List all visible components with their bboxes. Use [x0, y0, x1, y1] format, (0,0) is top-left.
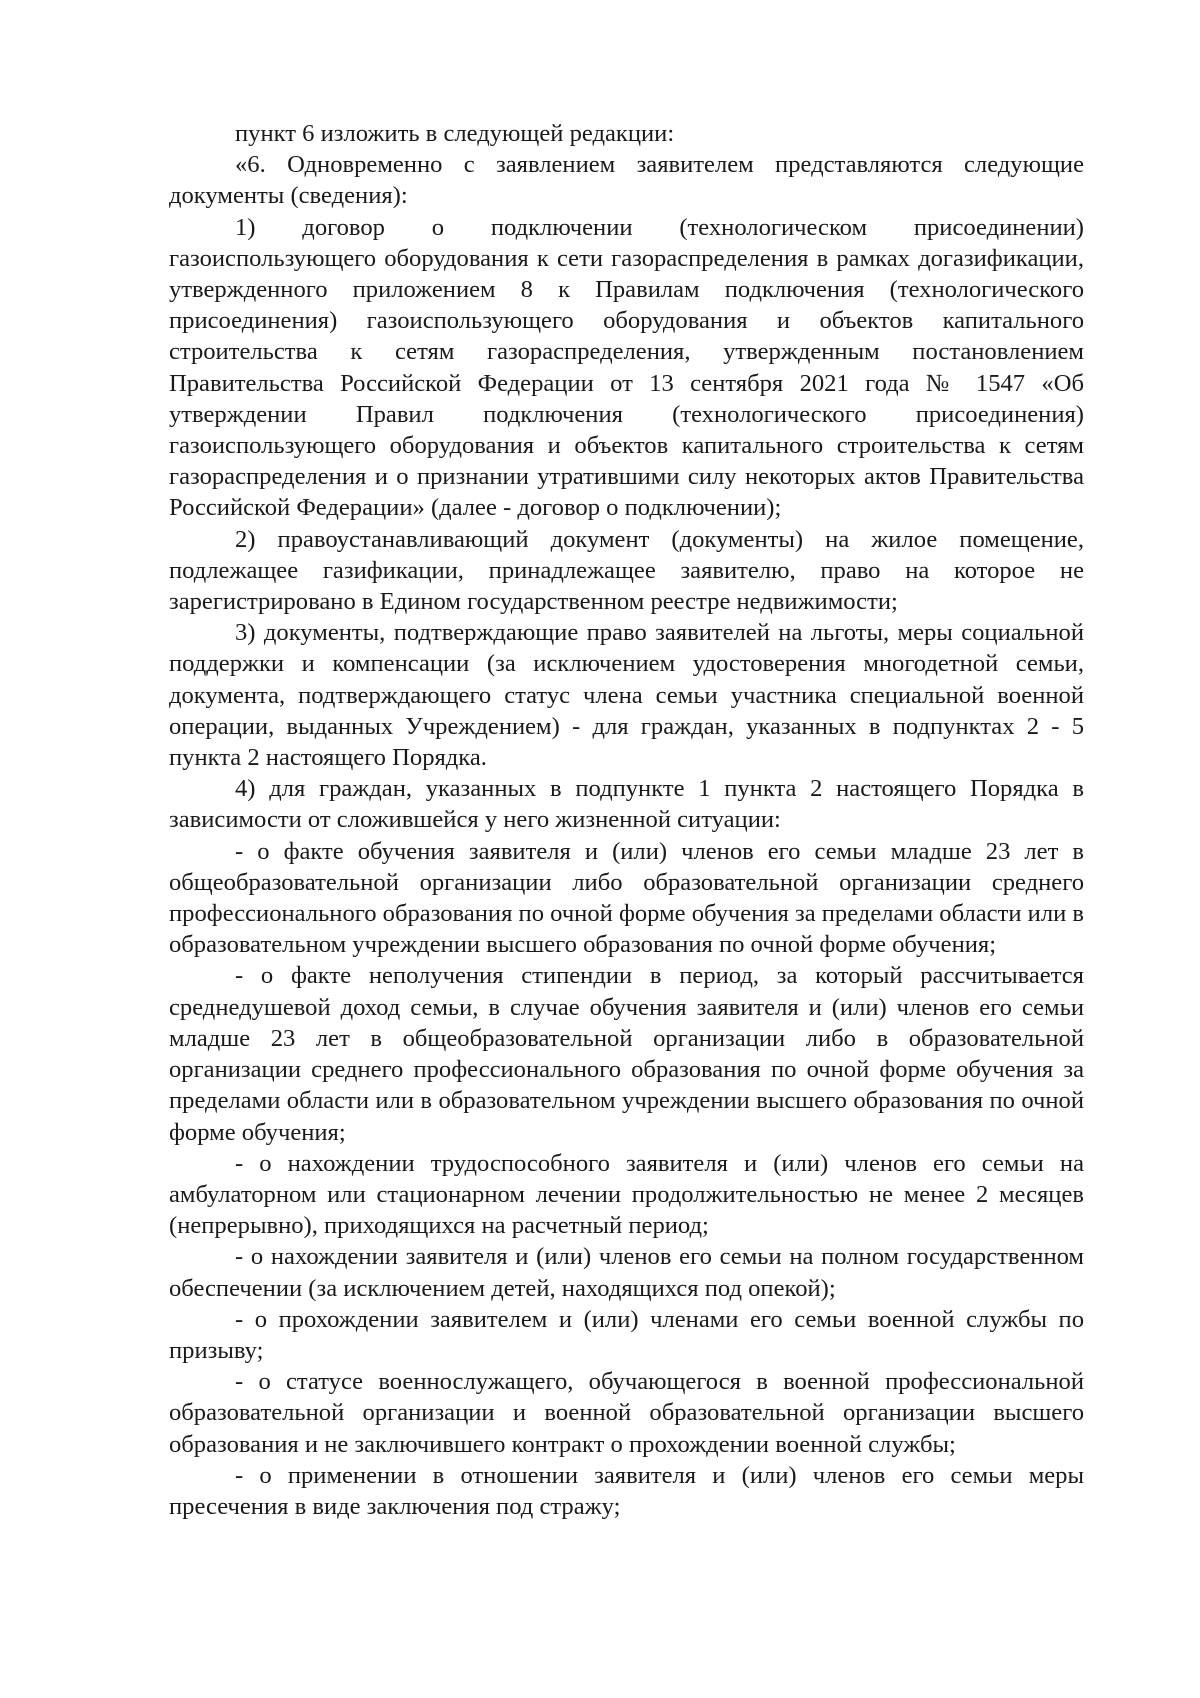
bullet-state-support-paragraph: - о нахождении заявителя и (или) членов его семьи на полном государственном обеспечении (за исключением детей, находящихся под опекой);: [169, 1243, 1084, 1302]
bullet-custody-paragraph: - о применении в отношении заявителя и (или) членов его семьи меры пресечения в виде заключения под стражу;: [169, 1461, 1084, 1520]
item-2-paragraph: 2) правоустанавливающий документ (документы) на жилое помещение, подлежащее газификации, принадлежащее заявителю, право на которое не зарегистрировано в Едином государственном реестре недвижимости;: [169, 525, 1084, 616]
bullet-scholarship-paragraph: - о факте неполучения стипендии в период, за который рассчитывается среднедушевой доход семьи, в случае обучения заявителя и (или) членов его семьи младше 23 лет в общеобразовательной организации либо в образовательной организации среднего профессионального образования по очной форме обучения за пределами области или в образовательном учреждении высшего образования по очной форме обучения;: [169, 962, 1084, 1146]
bullet-military-service-paragraph: - о прохождении заявителем и (или) членами его семьи военной службы по призыву;: [169, 1305, 1084, 1364]
item-1-paragraph: 1) договор о подключении (технологическом присоединении) газоиспользующего оборудования к сети газораспределения в рамках догазификации, утвержденного приложением 8 к Правилам подключения (технологического присоединения) газоиспользующего оборудования и объектов капитального строительства к сетям газораспределения, утвержденным постановлением Правительства Российской Федерации от 13 сентября 2021 года № 1547 «Об утверждении Правил подключения (технологического присоединения) газоиспользующего оборудования и объектов капитального строительства к сетям газораспределения и о признании утратившими силу некоторых актов Правительства Российской Федерации» (далее - договор о подключении);: [169, 213, 1084, 522]
intro-paragraph: пункт 6 изложить в следующей редакции:: [235, 120, 675, 147]
bullet-treatment-paragraph: - о нахождении трудоспособного заявителя и (или) членов его семьи на амбулаторном или стационарном лечении продолжительностью не менее 2 месяцев (непрерывно), приходящихся на расчетный период;: [169, 1149, 1084, 1240]
bullet-cadet-status-paragraph: - о статусе военнослужащего, обучающегося в военной профессиональной образовательной организации и военной образовательной организации высшего образования и не заключившего контракт о прохождении военной службы;: [169, 1368, 1084, 1458]
document-body: [169, 118, 1084, 1522]
bullet-education-paragraph: - о факте обучения заявителя и (или) членов его семьи младше 23 лет в общеобразовательной организации либо образовательной организации среднего профессионального образования по очной форме обучения за пределами области или в образовательном учреждении высшего образования по очной форме обучения;: [169, 837, 1085, 959]
item-3-paragraph: 3) документы, подтверждающие право заявителей на льготы, меры социальной поддержки и компенсации (за исключением удостоверения многодетной семьи, документа, подтверждающего статус члена семьи участника специальной военной операции, выданных Учреждением) - для граждан, указанных в подпунктах 2 - 5 пункта 2 настоящего Порядка.: [169, 619, 1084, 772]
clause-6-paragraph: «6. Одновременно с заявлением заявителем представляются следующие документы (сведения):: [169, 151, 1084, 210]
item-4-paragraph: 4) для граждан, указанных в подпункте 1 пункта 2 настоящего Порядка в зависимости от сложившейся у него жизненной ситуации:: [169, 775, 1084, 834]
